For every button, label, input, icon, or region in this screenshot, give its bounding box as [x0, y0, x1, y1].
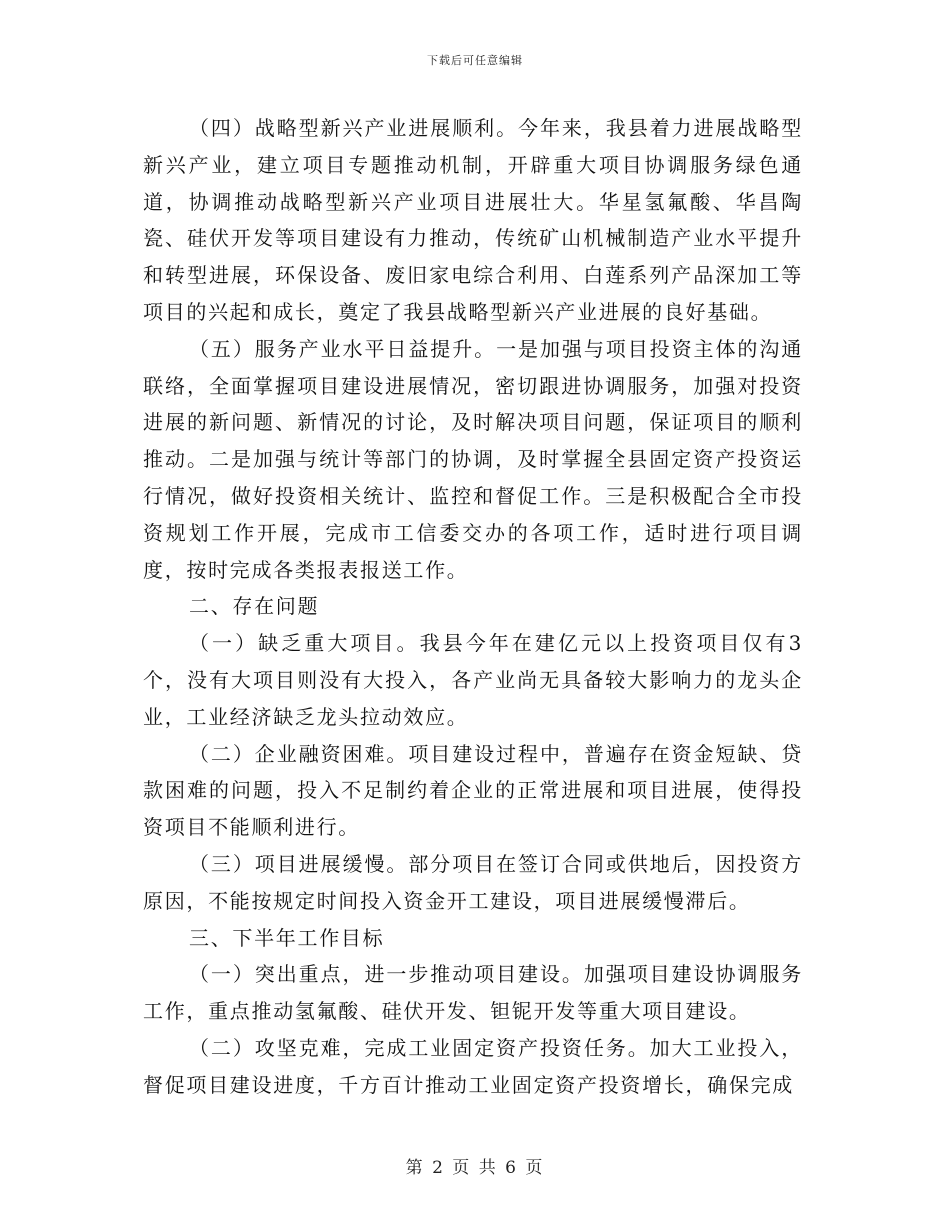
document-body	[143, 110, 803, 1104]
section-heading-problems: 二、存在问题	[189, 594, 320, 619]
paragraph-goal-2: （二）攻坚克难，完成工业固定资产投资任务。加大工业投入，督促项目建设进度，千方百计推动工业固定资产投资增长，确保完成	[143, 1035, 803, 1097]
page-header: 下载后可任意编辑	[427, 54, 523, 67]
paragraph-4-strategic-industries: （四）战略型新兴产业进展顺利。今年来，我县着力进展战略型新兴产业，建立项目专题推动机制，开辟重大项目协调服务绿色通道，协调推动战略型新兴产业项目进展壮大。华星氢氟酸、华昌陶瓷、硅伏开发等项目建设有力推动，传统矿山机械制造产业水平提升和转型进展，环保设备、废旧家电综合利用、白莲系列产品深加工等项目的兴起和成长，奠定了我县战略型新兴产业进展的良好基础。	[143, 116, 803, 324]
paragraph-goal-1: （一）突出重点，进一步推动项目建设。加强项目建设协调服务工作，重点推动氢氟酸、硅伏开发、钽铌开发等重大项目建设。	[143, 962, 803, 1024]
section-heading-goals: 三、下半年工作目标	[189, 925, 385, 950]
page-number-footer: 第 2 页 共 6 页	[405, 1158, 545, 1178]
paragraph-5-service-level: （五）服务产业水平日益提升。一是加强与项目投资主体的沟通联络，全面掌握项目建设进展情况，密切跟进协调服务，加强对投资进展的新问题、新情况的讨论，及时解决项目问题，保证项目的顺利推动。二是加强与统计等部门的协调，及时掌握全县固定资产投资运行情况，做好投资相关统计、监控和督促工作。三是积极配合全市投资规划工作开展，完成市工信委交办的各项工作，适时进行项目调度，按时完成各类报表报送工作。	[143, 336, 803, 582]
paragraph-problem-2: （二）企业融资困难。项目建设过程中，普遍存在资金短缺、贷款困难的问题，投入不足制约着企业的正常进展和项目进展，使得投资项目不能顺利进行。	[143, 741, 803, 840]
paragraph-problem-1: （一）缺乏重大项目。我县今年在建亿元以上投资项目仅有3个，没有大项目则没有大投入，各产业尚无具备较大影响力的龙头企业，工业经济缺乏龙头拉动效应。	[143, 631, 803, 729]
paragraph-problem-3: （三）项目进展缓慢。部分项目在签订合同或供地后，因投资方原因，不能按规定时间投入资金开工建设，项目进展缓慢滞后。	[143, 851, 803, 913]
